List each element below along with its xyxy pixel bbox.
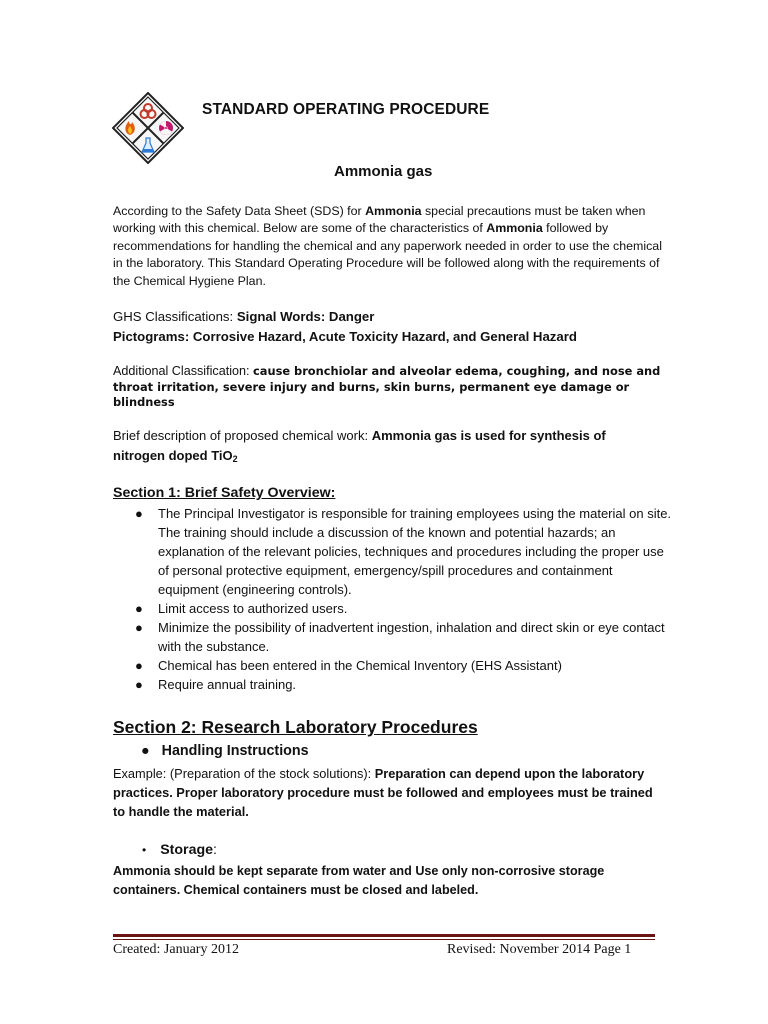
brief-description: Brief description of proposed chemical work: Ammonia gas is used for synthesis of nitrogen doped TiO$_2$: [113, 428, 606, 464]
list-item: ● Chemical has been entered in the Chemical Inventory (EHS Assistant): [135, 658, 562, 673]
list-item: ● Require annual training.: [135, 677, 297, 692]
bullet-icon: ●: [141, 743, 150, 759]
storage-heading: • Storage:: [142, 842, 217, 858]
section-2-heading: Section 2: Research Laboratory Procedures: [113, 717, 478, 737]
footer-divider: [113, 934, 655, 937]
additional-classification: Additional Classification: cause bronchiolar and alveolar edema, coughing, and nose and throat irritation, severe injury and burns, skin burns, permanent eye damage or blindness: [113, 364, 661, 409]
document-title: STANDARD OPERATING PROCEDURE: [202, 101, 490, 118]
list-item: ● Limit access to authorized users.: [135, 601, 348, 616]
footer-divider-thin: [113, 939, 655, 940]
handling-example: Example: (Preparation of the stock solutions): Preparation can depend upon the laboratory practices. Proper laboratory procedure must be followed and employees must be trained to handle the material.: [113, 766, 653, 819]
chemical-title: Ammonia gas: [334, 163, 433, 180]
list-item: ● Minimize the possibility of inadvertent ingestion, inhalation and direct skin or eye contact with the substance.: [135, 620, 665, 654]
bullet-icon: ●: [135, 601, 143, 616]
bullet-icon: •: [142, 843, 147, 857]
section-1-list: [113, 504, 673, 694]
handling-heading: ● Handling Instructions: [141, 743, 309, 759]
bullet-icon: ●: [135, 506, 143, 521]
bullet-icon: ●: [135, 620, 143, 635]
intro-paragraph: According to the Safety Data Sheet (SDS) for Ammonia special precautions must be taken when working with this chemical. Below are some of the characteristics of Ammonia followed by recommendations for handling the chemical and any paperwork needed in order to use the chemical in the laboratory. This Standard Operating Procedure will be followed along with the requirements of the Chemical Hygiene Plan.: [113, 204, 662, 288]
hazard-diamond-icon: [112, 92, 184, 164]
bullet-icon: ●: [135, 658, 143, 673]
section-1-heading: Section 1: Brief Safety Overview:: [113, 485, 336, 501]
storage-text: Ammonia should be kept separate from water and Use only non-corrosive storage containers. Chemical containers must be closed and labeled.: [113, 864, 605, 897]
footer-created: Created: January 2012: [113, 942, 239, 957]
bullet-icon: ●: [135, 677, 143, 692]
ghs-classifications: GHS Classifications: Signal Words: Danger Pictograms: Corrosive Hazard, Acute Toxicity Hazard, and General Hazard: [113, 309, 577, 344]
footer-revised: Revised: November 2014 Page 1: [447, 942, 632, 957]
list-item: ● The Principal Investigator is responsible for training employees using the material on site. The training should include a discussion of the known and potential hazards; an explanation of the relevant policies, techniques and procedures including the proper use of personal protective equipment, emergency/spill procedures and containment equipment (engineering controls).: [135, 506, 672, 597]
